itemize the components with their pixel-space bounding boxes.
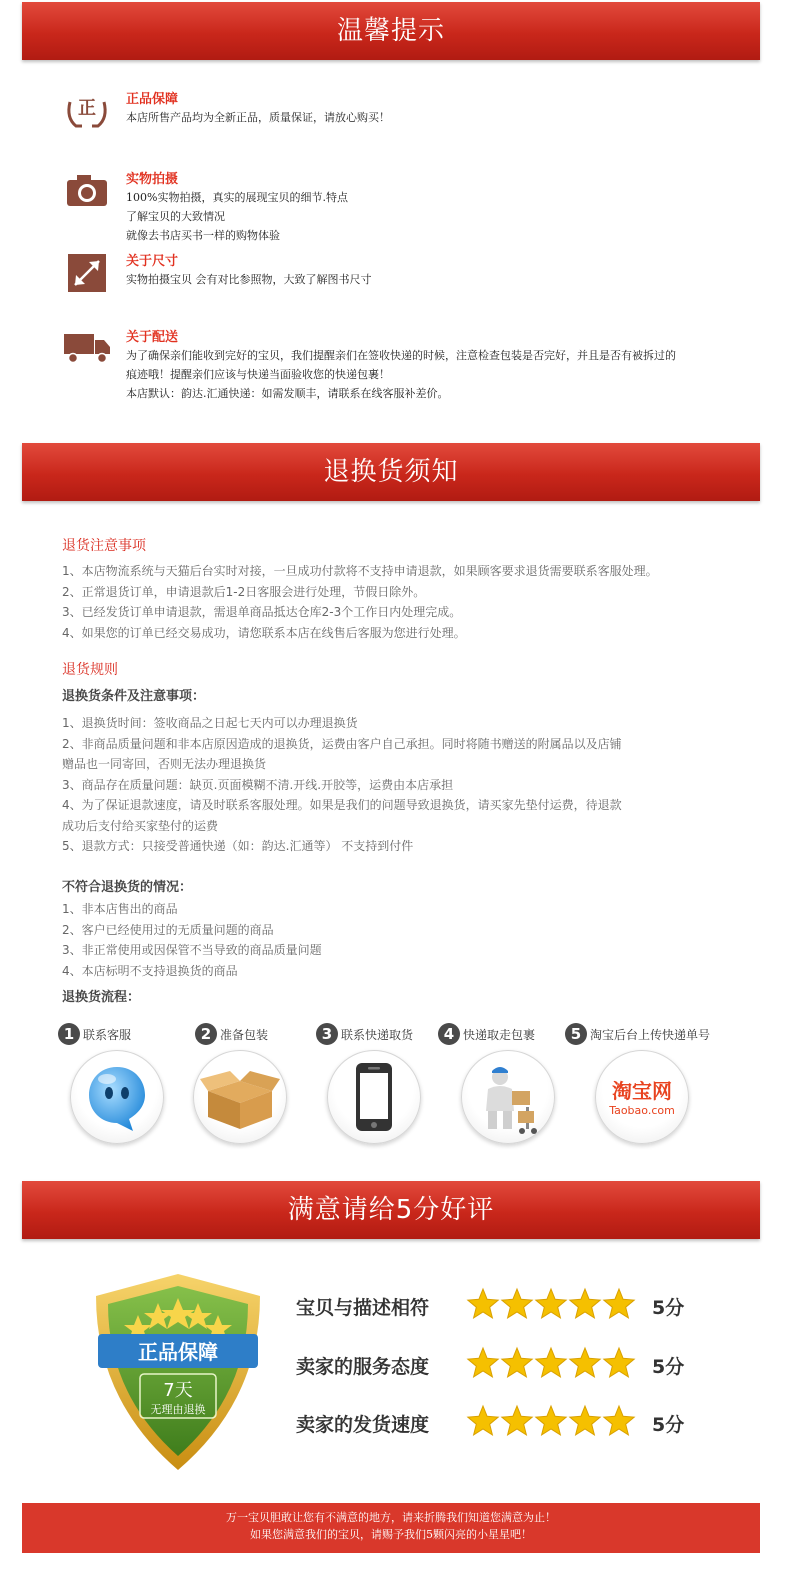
rating-score: 5分 (652, 1356, 685, 1378)
badge-title: 正品保障 (138, 1340, 218, 1364)
rating-score: 5分 (652, 1414, 685, 1436)
list-item: 4、本店标明不支持退换货的商品 (62, 963, 238, 978)
process-title: 退换货流程： (62, 990, 141, 1005)
genuine-guarantee-badge (88, 1270, 268, 1475)
step-1-image (70, 1050, 164, 1144)
star-icon (468, 1406, 498, 1435)
step-2-image (193, 1050, 287, 1144)
conditions-title: 退换货条件及注意事项： (62, 689, 206, 704)
step-3-image (327, 1050, 421, 1144)
camera-icon (62, 172, 112, 212)
star-icon (536, 1348, 566, 1377)
list-item: 4、为了保证退款速度，请及时联系客服处理。如果是我们的问题导致退换货，请买家先垫付运费，待退款 (62, 798, 622, 812)
svg-text:正: 正 (78, 98, 96, 119)
step-label: 快递取走包裹 (463, 1027, 536, 1042)
list-item: 赠品也一同寄回，否则无法办理退换货 (62, 757, 267, 771)
rules-title: 退货规则 (62, 662, 118, 678)
truck-icon (62, 330, 112, 370)
step-4-head (438, 1023, 535, 1051)
tip-body: 本店所售产品均为全新正品，质量保证，请放心购买！ (126, 111, 390, 124)
rating-score: 5分 (652, 1297, 685, 1319)
taobao-logo-en: Taobao.com (609, 1104, 675, 1117)
step-2-head (195, 1023, 268, 1051)
list-item: 2、正常退货订单，申请退款后1-2日客服会进行处理，节假日除外。 (62, 584, 426, 599)
badge-days: 7天 (163, 1380, 193, 1401)
tip-body: 100%实物拍摄，真实的展现宝贝的细节.特点 了解宝贝的大致情况 就像去书店买书一样的购物体验 (126, 191, 348, 242)
step-3-head (316, 1023, 413, 1051)
star-rating (466, 1346, 638, 1382)
banner-returns: 退换货须知 (22, 443, 760, 501)
not-eligible-title: 不符合退换货的情况： (62, 880, 193, 895)
footer-banner (22, 1503, 760, 1553)
tip-body: 实物拍摄宝贝 会有对比参照物，大致了解图书尺寸 (126, 273, 372, 286)
star-icon (468, 1348, 498, 1377)
not-eligible-list (62, 899, 742, 981)
step-label: 联系客服 (83, 1027, 132, 1042)
list-item: 4、如果您的订单已经交易成功，请您联系本店在线售后客服为您进行处理。 (62, 625, 466, 640)
list-item: 1、退换货时间：签收商品之日起七天内可以办理退换货 (62, 716, 358, 730)
taobao-logo-cn: 淘宝网 (612, 1079, 672, 1103)
star-icon (502, 1289, 532, 1318)
star-icon (570, 1406, 600, 1435)
rating-label: 卖家的服务态度 (296, 1356, 430, 1378)
step-number: 2 (195, 1023, 217, 1045)
notice-title: 退货注意事项 (62, 538, 146, 554)
rating-label: 宝贝与描述相符 (296, 1297, 430, 1319)
step-4-image (461, 1050, 555, 1144)
notice-list (62, 561, 742, 643)
star-icon (604, 1289, 634, 1318)
list-item: 成功后支付给买家垫付的运费 (62, 818, 219, 833)
tip-body: 为了确保亲们能收到完好的宝贝，我们提醒亲们在签收快递的时候，注意检查包装是否完好，并且是否有被拆过的 痕迹哦！提醒亲们应该与快递当面验收您的快递包裹！ 本店默认：韵达.汇通快递：如需发顺丰，请联系在线客服补差价。 (126, 349, 676, 400)
banner-rating: 满意请给5分好评 (22, 1181, 760, 1239)
banner-tips: 温馨提示 (22, 2, 760, 60)
list-item: 2、客户已经使用过的无质量问题的商品 (62, 922, 274, 937)
step-number: 3 (316, 1023, 338, 1045)
conditions-list (62, 713, 742, 857)
step-5-head (565, 1023, 710, 1051)
resize-arrow-icon (62, 254, 112, 294)
step-5-image (595, 1050, 689, 1144)
step-label: 淘宝后台上传快递单号 (590, 1027, 711, 1042)
list-item: 1、本店物流系统与天猫后台实时对接，一旦成功付款将不支持申请退款，如果顾客要求退货需要联系客服处理。 (62, 564, 658, 578)
star-icon (536, 1406, 566, 1435)
star-icon (604, 1406, 634, 1435)
star-icon (502, 1406, 532, 1435)
phone-icon (328, 1051, 420, 1143)
badge-subtitle: 无理由退换 (150, 1403, 206, 1416)
tip-title: 实物拍摄 (126, 172, 179, 187)
star-icon (570, 1289, 600, 1318)
tip-title: 关于配送 (126, 330, 179, 345)
list-item: 3、已经发货订单申请退款，需退单商品抵达仓库2-3个工作日内处理完成。 (62, 605, 462, 619)
step-1-head (58, 1023, 131, 1051)
cardboard-box-icon (194, 1051, 286, 1143)
star-icon (604, 1348, 634, 1377)
list-item: 3、非正常使用或因保管不当导致的商品质量问题 (62, 943, 322, 957)
qq-chat-icon (71, 1051, 163, 1143)
courier-icon (462, 1051, 554, 1143)
rating-label: 卖家的发货速度 (296, 1414, 430, 1436)
footer-line: 如果您满意我们的宝贝，请赐予我们5颗闪亮的小星星吧！ (250, 1528, 532, 1541)
star-icon (570, 1348, 600, 1377)
taobao-logo-icon (596, 1051, 688, 1143)
list-item: 1、非本店售出的商品 (62, 902, 178, 916)
step-label: 联系快递取货 (341, 1027, 414, 1042)
step-number: 1 (58, 1023, 80, 1045)
list-item: 3、商品存在质量问题：缺页.页面模糊不清.开线.开胶等，运费由本店承担 (62, 777, 454, 792)
list-item: 2、非商品质量问题和非本店原因造成的退换货，运费由客户自己承担。同时将随书赠送的附属品以及店铺 (62, 736, 622, 751)
tip-title: 关于尺寸 (126, 254, 179, 269)
tip-title: 正品保障 (126, 92, 179, 107)
list-item: 5、退款方式：只接受普通快递（如：韵达.汇通等） 不支持到付件 (62, 839, 414, 853)
step-label: 准备包装 (220, 1027, 269, 1042)
step-number: 5 (565, 1023, 587, 1045)
star-rating (466, 1404, 638, 1440)
star-icon (536, 1289, 566, 1318)
step-number: 4 (438, 1023, 460, 1045)
genuine-hands-icon (62, 92, 112, 132)
star-icon (468, 1289, 498, 1318)
star-icon (502, 1348, 532, 1377)
footer-line: 万一宝贝胆敢让您有不满意的地方，请来折腾我们知道您满意为止！ (226, 1511, 556, 1524)
star-rating (466, 1287, 638, 1323)
